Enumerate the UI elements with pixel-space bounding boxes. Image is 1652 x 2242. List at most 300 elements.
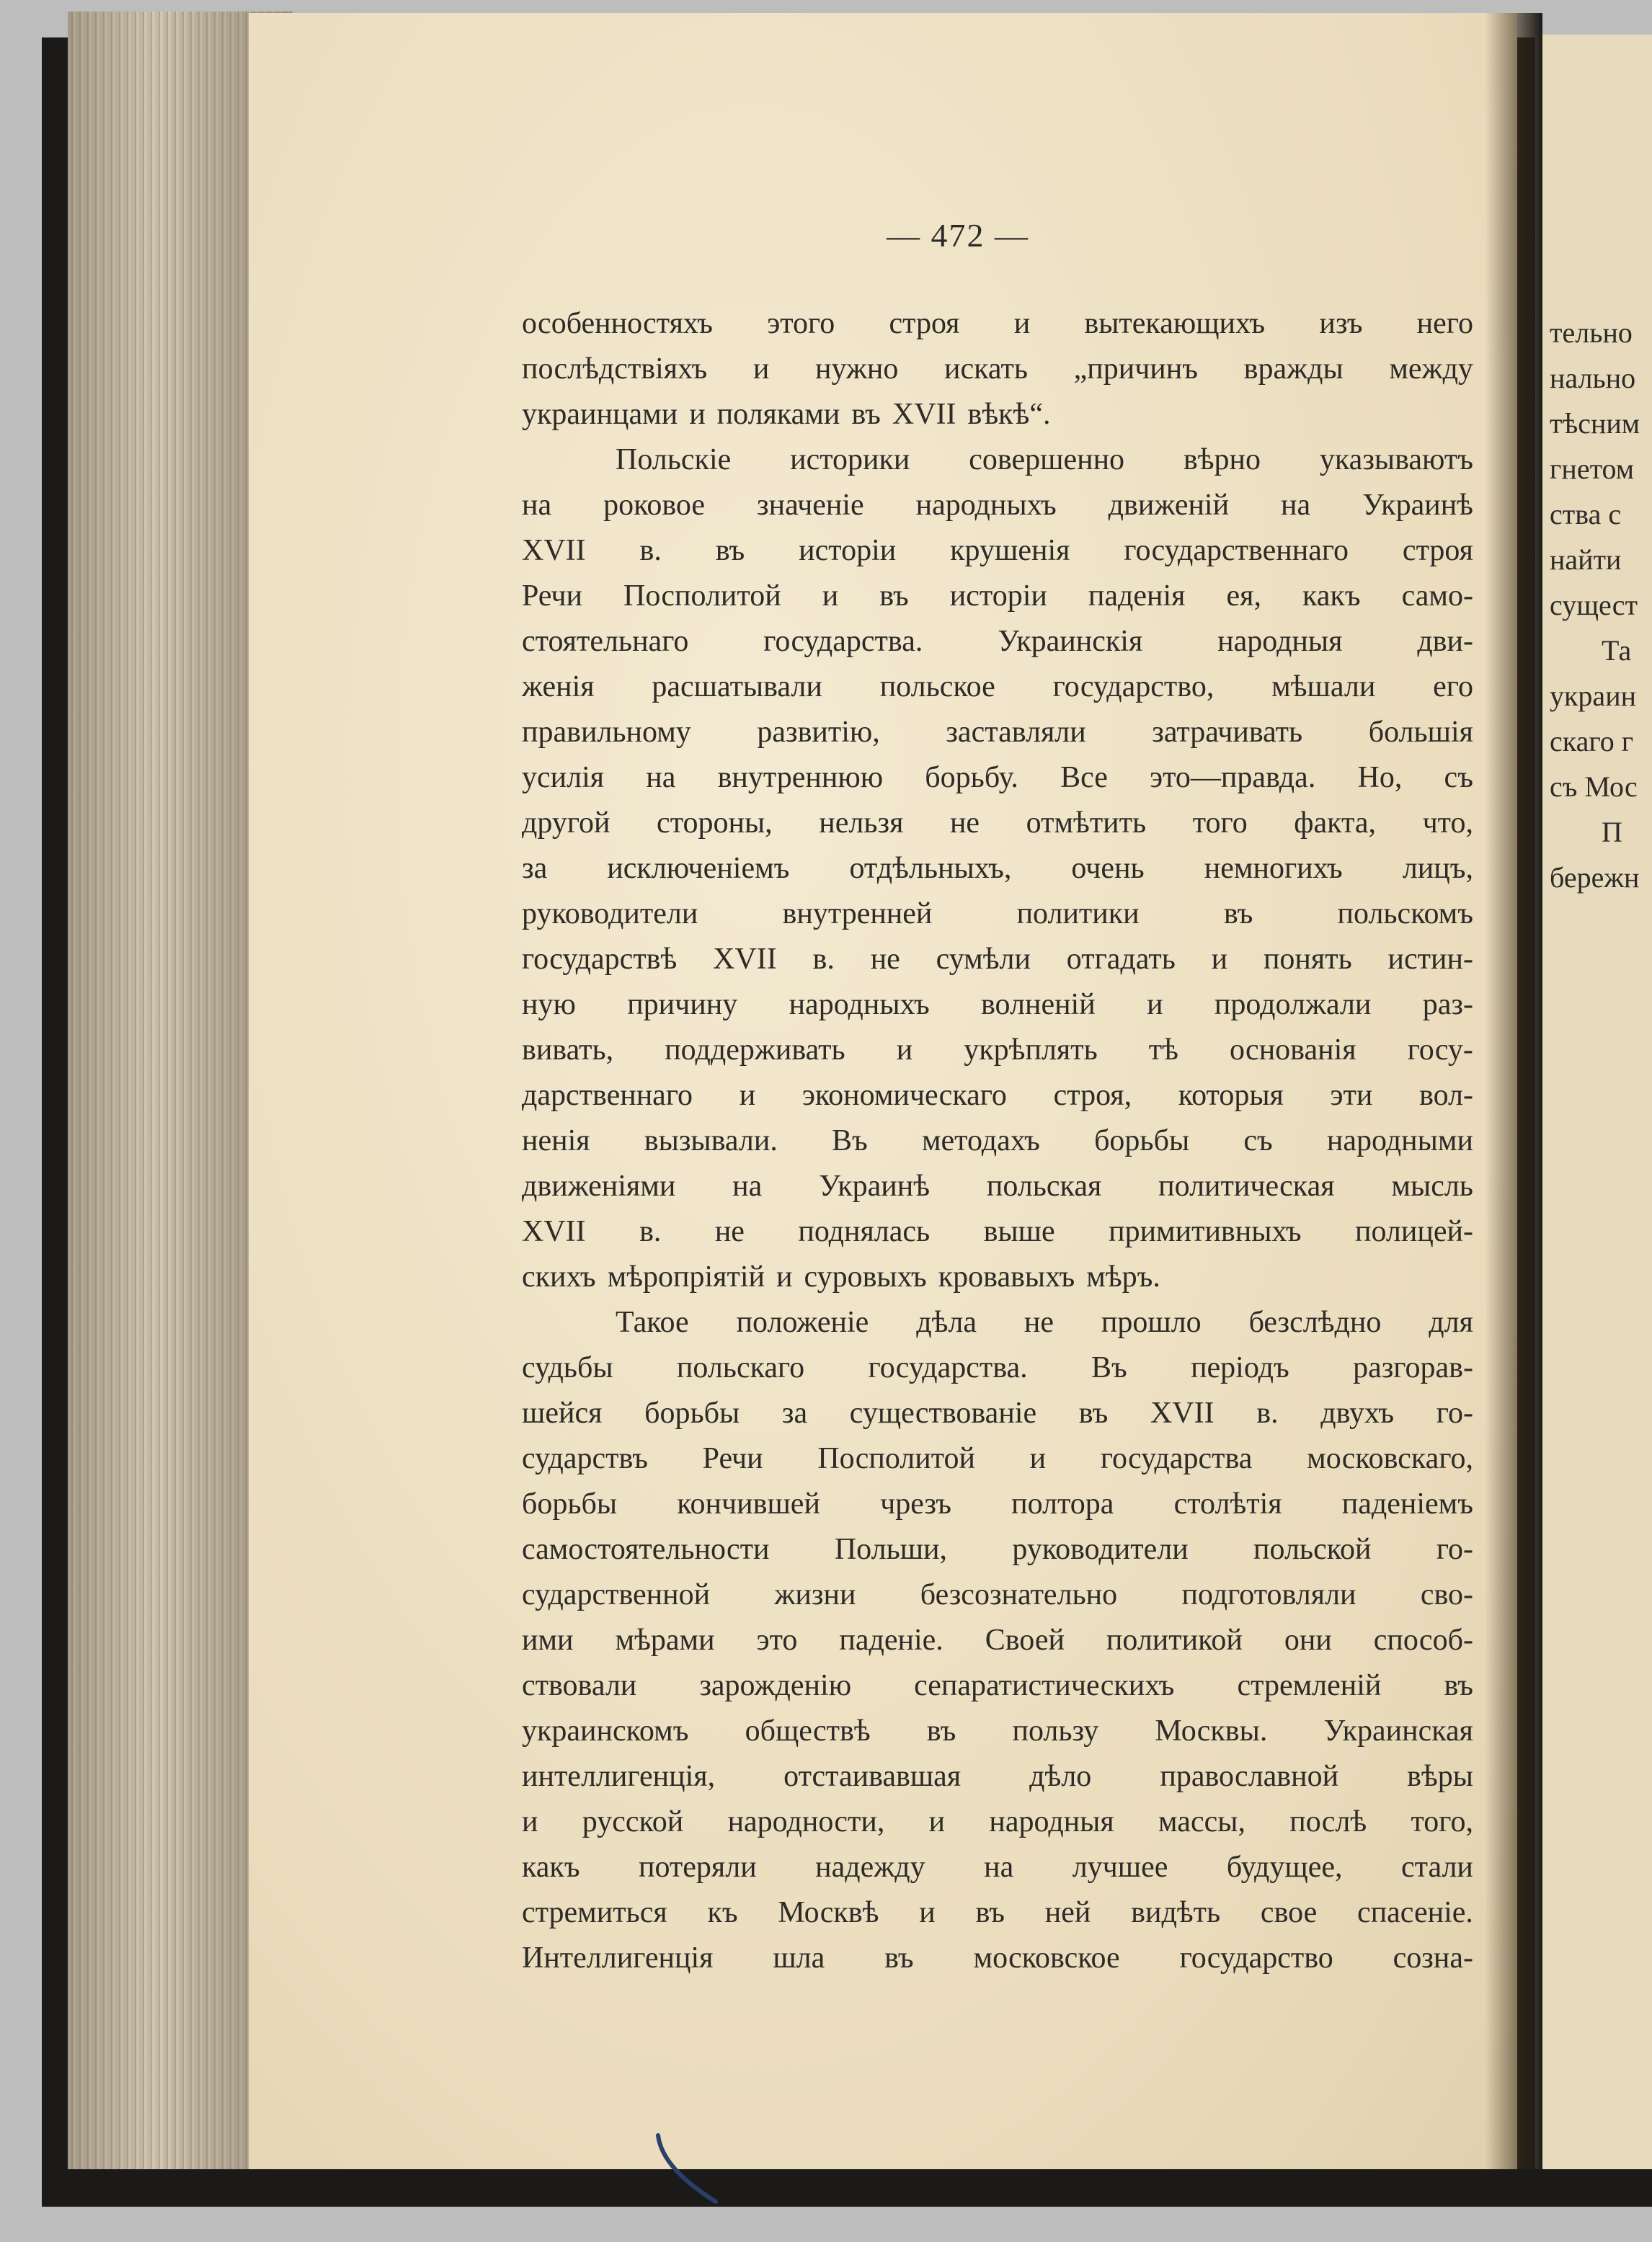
word: государство [1179, 1941, 1333, 1975]
word: указываютъ [1319, 443, 1473, 476]
word: самостоятельности [522, 1533, 770, 1566]
word: поддерживать [665, 1033, 845, 1067]
text-line [522, 1073, 1473, 1118]
word: въ [1078, 1397, 1109, 1430]
word: надежду [815, 1851, 925, 1884]
word: въ [975, 1896, 1005, 1929]
text-line [522, 846, 1473, 891]
word: борьбы [522, 1487, 618, 1521]
word: польскаго [676, 1351, 805, 1384]
facing-page-line: ства с [1550, 498, 1622, 530]
word: скихъ [522, 1260, 596, 1294]
word: Но, [1357, 761, 1403, 794]
word: московскаго, [1307, 1442, 1473, 1475]
word: послѣ [1289, 1805, 1367, 1838]
word: ствовали [522, 1669, 637, 1702]
word: роковое [603, 489, 706, 522]
word: вражды [1243, 352, 1344, 386]
facing-page-line: скаго г [1550, 725, 1634, 757]
word: и [1211, 943, 1228, 976]
facing-page-line: сущест [1550, 589, 1638, 621]
word: интеллигенція, [522, 1760, 716, 1793]
word: шейся [522, 1397, 603, 1430]
word: съ [1444, 761, 1473, 794]
word: кончившей [677, 1487, 820, 1521]
word: народныя [1217, 625, 1343, 658]
word: и [928, 1805, 946, 1838]
word: строя [1402, 534, 1473, 567]
text-line [522, 574, 1473, 619]
word: не [1023, 1306, 1054, 1339]
word: вѣры [1407, 1760, 1473, 1793]
word: эти [1330, 1079, 1373, 1112]
text-line [522, 1527, 1473, 1572]
word: внутренней [782, 897, 933, 930]
word: въ [926, 1714, 956, 1748]
word: раз- [1422, 988, 1473, 1021]
word: в. [812, 943, 835, 976]
word: полицей- [1355, 1215, 1473, 1248]
word: потеряли [639, 1851, 757, 1884]
page-number: — 472 — [887, 217, 1029, 254]
word: украинскомъ [522, 1714, 689, 1748]
word: кровавыхъ [938, 1260, 1075, 1294]
word: въ [851, 398, 881, 431]
word: причину [627, 988, 738, 1021]
word: нужно [814, 352, 899, 386]
word: положеніе [736, 1306, 869, 1339]
text-line [522, 437, 1473, 483]
word: за [781, 1397, 808, 1430]
word: не [714, 1215, 745, 1248]
text-line [522, 1300, 1473, 1345]
word: и [1147, 988, 1163, 1021]
word: украинцами [522, 398, 678, 431]
word: XVII [1150, 1397, 1214, 1430]
word: и [739, 1079, 756, 1112]
text-line [522, 1890, 1473, 1936]
word: Такое [616, 1306, 689, 1339]
word: заставляли [946, 716, 1086, 749]
word: внутреннюю [717, 761, 884, 794]
word: стороны, [657, 806, 773, 840]
word: вызывали. [644, 1124, 778, 1157]
pencil-mark-icon [652, 2130, 724, 2209]
word: за [522, 852, 548, 885]
word: и [752, 352, 770, 386]
word: истин- [1387, 943, 1473, 976]
word: къ [707, 1896, 738, 1929]
word: чрезъ [880, 1487, 951, 1521]
word: укрѣплять [964, 1033, 1098, 1067]
word: дѣла [916, 1306, 977, 1339]
word: борьбу. [925, 761, 1018, 794]
facing-page-line: Та [1602, 634, 1632, 667]
word: нельзя [819, 806, 904, 840]
word: съ [1243, 1124, 1273, 1157]
text-line [522, 1028, 1473, 1073]
word: этого [767, 307, 835, 340]
text-line [522, 347, 1473, 392]
word: большія [1368, 716, 1473, 749]
word: польской [1253, 1533, 1372, 1566]
text-line [522, 1754, 1473, 1800]
word: изъ [1319, 307, 1363, 340]
text-line [522, 710, 1473, 755]
word: расшатывали [652, 670, 822, 703]
word: особенностяхъ [522, 307, 714, 340]
word: вѣкѣ“. [967, 398, 1051, 431]
word: которыя [1178, 1079, 1284, 1112]
word: дарственнаго [522, 1079, 693, 1112]
word: православной [1160, 1760, 1339, 1793]
word: государственнаго [1124, 534, 1349, 567]
word: волненій [981, 988, 1096, 1021]
word: мѣръ. [1086, 1260, 1160, 1294]
facing-page-line: гнетом [1550, 453, 1635, 485]
word: судьбы [522, 1351, 613, 1384]
word: въ [884, 1941, 914, 1975]
word: въ [1444, 1669, 1473, 1702]
word: для [1429, 1306, 1473, 1339]
word: періодъ [1191, 1351, 1289, 1384]
word: шла [773, 1941, 825, 1975]
word: лучшее [1072, 1851, 1168, 1884]
facing-page-line: украин [1550, 680, 1636, 712]
word: вытекающихъ [1084, 307, 1266, 340]
word: стремленій [1237, 1669, 1382, 1702]
text-line [522, 801, 1473, 846]
word: паденіемъ [1341, 1487, 1473, 1521]
word: русской [582, 1805, 684, 1838]
word: и [896, 1033, 913, 1067]
facing-page-line: тельно [1550, 316, 1633, 349]
word: ную [522, 988, 576, 1021]
word: разгорав- [1353, 1351, 1473, 1384]
text-line [522, 1209, 1473, 1255]
word: и [776, 1260, 793, 1294]
text-line [522, 301, 1473, 347]
word: факта, [1294, 806, 1376, 840]
word: жизни [774, 1578, 856, 1611]
word: на [1281, 489, 1311, 522]
word: пользу [1012, 1714, 1099, 1748]
word: польское [879, 670, 995, 703]
text-line [522, 392, 1473, 437]
word: отгадать [1066, 943, 1176, 976]
word: въ [1223, 897, 1253, 930]
word: экономическаго [801, 1079, 1007, 1112]
page-body-text [522, 301, 1473, 1981]
word: отмѣтить [1026, 806, 1147, 840]
word: народности, [727, 1805, 885, 1838]
text-line [522, 1936, 1473, 1981]
word: мѣшали [1271, 670, 1376, 703]
word: на [522, 489, 552, 522]
facing-page-line: П [1602, 816, 1622, 848]
word: движеній [1108, 489, 1230, 522]
word: и [1029, 1442, 1047, 1475]
text-line [522, 664, 1473, 710]
word: того, [1411, 1805, 1473, 1838]
word: мѣрами [615, 1624, 715, 1657]
word: государства. [868, 1351, 1028, 1384]
word: стали [1400, 1851, 1473, 1884]
text-line [522, 528, 1473, 574]
word: в. [639, 534, 662, 567]
text-line [522, 1164, 1473, 1209]
word: немногихъ [1204, 852, 1343, 885]
word: массы, [1158, 1805, 1245, 1838]
word: Польскіе [616, 443, 732, 476]
word: народныхъ [789, 988, 930, 1021]
word: народными [1326, 1124, 1473, 1157]
word: очень [1071, 852, 1145, 885]
text-line [522, 1118, 1473, 1164]
word: дви- [1417, 625, 1473, 658]
word: паденіе. [839, 1624, 943, 1657]
text-line [522, 1391, 1473, 1436]
word: это [756, 1624, 798, 1657]
word: его [1433, 670, 1473, 703]
word: значеніе [757, 489, 864, 522]
facing-page-line: бережн [1550, 861, 1640, 894]
word: стоятельнаго [522, 625, 689, 658]
word: методахъ [921, 1124, 1040, 1157]
word: на [984, 1851, 1014, 1884]
word: какъ [522, 1851, 580, 1884]
word: развитію, [757, 716, 880, 749]
word: исключеніемъ [607, 852, 790, 885]
word: борьбы [644, 1397, 740, 1430]
facing-page-line: нально [1550, 362, 1636, 394]
word: строя, [1053, 1079, 1132, 1112]
word: го- [1436, 1533, 1473, 1566]
word: понять [1263, 943, 1352, 976]
word: борьбы [1094, 1124, 1190, 1157]
word: поднялась [798, 1215, 931, 1248]
word: ея, [1226, 579, 1261, 613]
word: Польши, [834, 1533, 948, 1566]
word: государство, [1052, 670, 1214, 703]
word: существованіе [849, 1397, 1037, 1430]
word: сумѣли [936, 943, 1031, 976]
word: Въ [1091, 1351, 1127, 1384]
word: XVII [892, 398, 956, 431]
word: польскомъ [1337, 897, 1473, 930]
word: Украинѣ [819, 1170, 931, 1203]
word: послѣдствіяхъ [522, 352, 708, 386]
word: двухъ [1320, 1397, 1395, 1430]
word: и [689, 398, 706, 431]
word: усилія [522, 761, 605, 794]
word: политическая [1158, 1170, 1335, 1203]
word: между [1389, 352, 1473, 386]
word: паденія [1088, 579, 1186, 613]
word: вол- [1419, 1079, 1473, 1112]
word: тѣ [1148, 1033, 1178, 1067]
text-line [522, 1436, 1473, 1482]
text-line [522, 1709, 1473, 1754]
word: Посполитой [817, 1442, 975, 1475]
word: XVII [522, 1215, 586, 1248]
text-line [522, 1663, 1473, 1709]
word: продолжали [1214, 988, 1372, 1021]
word: политики [1016, 897, 1140, 930]
word: государства. [763, 625, 923, 658]
word: отдѣльныхъ, [849, 852, 1012, 885]
word: вѣрно [1183, 443, 1261, 476]
word: прошло [1101, 1306, 1202, 1339]
word: мѣропріятій [607, 1260, 765, 1294]
word: Москвѣ [778, 1896, 879, 1929]
text-line [522, 1800, 1473, 1845]
word: сударствъ [522, 1442, 648, 1475]
text-line [522, 937, 1473, 982]
word: исторіи [949, 579, 1047, 613]
facing-page-line: найти [1550, 543, 1622, 576]
word: и [919, 1896, 936, 1929]
word: Посполитой [623, 579, 781, 613]
text-line [522, 483, 1473, 528]
word: столѣтія [1173, 1487, 1282, 1521]
word: не [949, 806, 980, 840]
word: способ- [1373, 1624, 1473, 1657]
word: основанія [1230, 1033, 1356, 1067]
word: другой [522, 806, 610, 840]
word: будущее, [1226, 1851, 1343, 1884]
text-line [522, 755, 1473, 801]
word: безсознательно [920, 1578, 1118, 1611]
word: руководители [1012, 1533, 1189, 1566]
word: Речи [702, 1442, 763, 1475]
word: мысль [1391, 1170, 1473, 1203]
word: затрачивать [1152, 716, 1303, 749]
text-line [522, 619, 1473, 664]
text-line [522, 1345, 1473, 1391]
word: обществѣ [745, 1714, 871, 1748]
word: женія [522, 670, 595, 703]
word: не [870, 943, 900, 976]
word: безслѣдно [1248, 1306, 1382, 1339]
word: стремиться [522, 1896, 667, 1929]
word: Москвы. [1155, 1714, 1268, 1748]
word: на [646, 761, 676, 794]
word: суровыхъ [804, 1260, 927, 1294]
word: того [1192, 806, 1248, 840]
word: въ [715, 534, 745, 567]
word: дѣло [1029, 1760, 1092, 1793]
word: лицъ, [1402, 852, 1473, 885]
word: ненія [522, 1124, 590, 1157]
word: свое [1260, 1896, 1318, 1929]
word: и [822, 579, 839, 613]
word: правильному [522, 716, 691, 749]
word: XVII [713, 943, 777, 976]
word: что, [1422, 806, 1473, 840]
word: на [732, 1170, 763, 1203]
word: сво- [1420, 1578, 1473, 1611]
word: спасеніе. [1357, 1896, 1473, 1929]
word: зарожденію [699, 1669, 852, 1702]
text-line [522, 891, 1473, 937]
word: московское [973, 1941, 1120, 1975]
word: отстаивавшая [783, 1760, 962, 1793]
text-line [522, 982, 1473, 1028]
word: поляками [716, 398, 840, 431]
word: движеніями [522, 1170, 676, 1203]
word: польская [986, 1170, 1102, 1203]
word: Украинскія [998, 625, 1143, 658]
word: ней [1044, 1896, 1091, 1929]
word: в. [1256, 1397, 1279, 1430]
word: государства [1100, 1442, 1253, 1475]
word: ими [522, 1624, 574, 1657]
word: народныя [989, 1805, 1114, 1838]
word: само- [1401, 579, 1473, 613]
word: крушенія [950, 534, 1070, 567]
word: Речи [522, 579, 582, 613]
word: Интеллигенція [522, 1941, 714, 1975]
text-line [522, 1572, 1473, 1618]
word: госу- [1407, 1033, 1473, 1067]
word: руководители [522, 897, 698, 930]
word: примитивныхъ [1109, 1215, 1302, 1248]
word: и [522, 1805, 538, 1838]
word: выше [983, 1215, 1055, 1248]
word: него [1416, 307, 1473, 340]
word: Все [1060, 761, 1108, 794]
word: „причинъ [1073, 352, 1198, 386]
word: сепаратистическихъ [914, 1669, 1175, 1702]
word: совершенно [969, 443, 1125, 476]
word: искать [944, 352, 1028, 386]
word: Украинская [1323, 1714, 1473, 1748]
word: Своей [985, 1624, 1065, 1657]
word: исторіи [799, 534, 897, 567]
word: созна- [1393, 1941, 1473, 1975]
text-line [522, 1845, 1473, 1890]
word: государствѣ [522, 943, 678, 976]
word: политикой [1106, 1624, 1243, 1657]
word: XVII [522, 534, 586, 567]
word: и [1013, 307, 1031, 340]
word: въ [879, 579, 909, 613]
text-line [522, 1255, 1473, 1300]
word: подготовляли [1181, 1578, 1356, 1611]
word: полтора [1011, 1487, 1114, 1521]
word: это—правда. [1150, 761, 1316, 794]
word: Украинѣ [1362, 489, 1473, 522]
text-line [522, 1618, 1473, 1663]
book-gutter [1485, 13, 1542, 2169]
facing-page-line: съ Мос [1550, 770, 1638, 803]
word: они [1284, 1624, 1332, 1657]
text-line [522, 1482, 1473, 1527]
word: какъ [1302, 579, 1361, 613]
word: Въ [832, 1124, 868, 1157]
word: народныхъ [915, 489, 1057, 522]
word: в. [639, 1215, 662, 1248]
facing-page-line: тѣсним [1550, 407, 1640, 440]
word: историки [790, 443, 910, 476]
word: сударственной [522, 1578, 711, 1611]
facing-page-text [1550, 310, 1652, 900]
word: видѣть [1131, 1896, 1221, 1929]
word: го- [1436, 1397, 1473, 1430]
word: строя [889, 307, 960, 340]
word: вивать, [522, 1033, 614, 1067]
